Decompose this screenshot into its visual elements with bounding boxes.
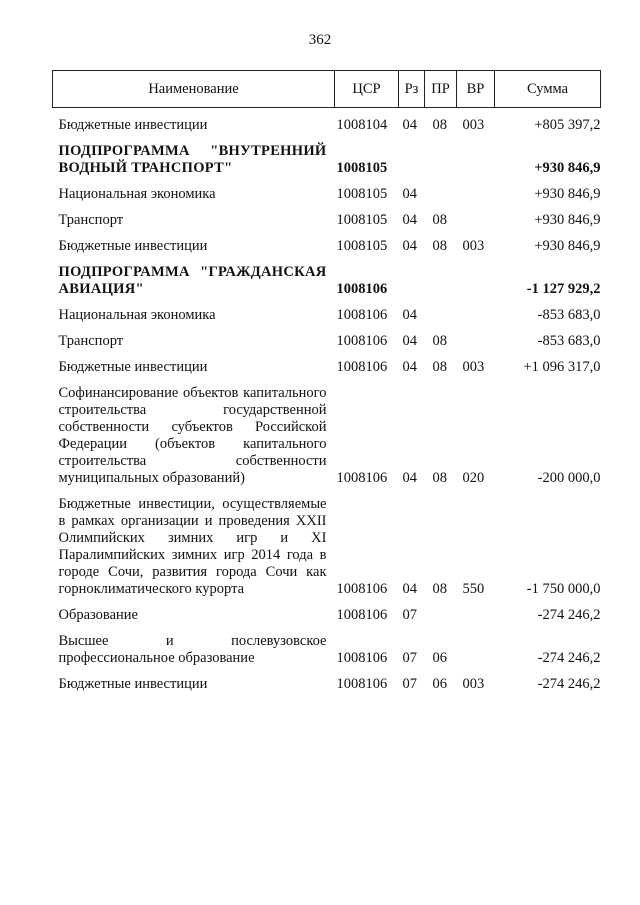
table-row	[53, 487, 601, 598]
row-sum: -853 683,0	[537, 307, 601, 323]
row-sum: -274 246,2	[537, 650, 601, 666]
row-sum: -274 246,2	[537, 607, 601, 623]
header-csr: ЦСР	[335, 71, 399, 108]
row-rz: 04	[402, 470, 417, 486]
row-name: Софинансирование объектов капитального строительства государственной собственности субъектов Российской Федерации (объектов капитального строительства собственности муниципальных образований)	[58, 385, 327, 486]
table-row	[53, 177, 601, 203]
row-pr	[425, 134, 457, 177]
row-name: Бюджетные инвестиции	[58, 676, 208, 692]
row-sum: -200 000,0	[537, 470, 601, 486]
row-rz	[399, 255, 425, 298]
row-csr: 1008106	[336, 607, 388, 623]
row-vr: 020	[462, 470, 485, 486]
table-row	[53, 350, 601, 376]
row-sum: -1 127 929,2	[526, 281, 601, 297]
row-sum: +1 096 317,0	[523, 359, 601, 375]
table-row	[53, 298, 601, 324]
row-pr: 08	[432, 117, 447, 133]
row-csr: 1008106	[336, 676, 388, 692]
table-row	[53, 598, 601, 624]
row-rz: 07	[402, 650, 417, 666]
row-csr: 1008106	[336, 650, 388, 666]
row-pr: 08	[432, 359, 447, 375]
row-pr	[425, 177, 457, 203]
table-row	[53, 229, 601, 255]
table-row	[53, 255, 601, 298]
table-header-row	[53, 71, 601, 108]
table-row	[53, 324, 601, 350]
row-sum: +930 846,9	[534, 186, 601, 202]
table-row	[53, 624, 601, 667]
row-rz: 04	[402, 333, 417, 349]
row-pr: 08	[432, 212, 447, 228]
row-sum: -853 683,0	[537, 333, 601, 349]
row-name: Бюджетные инвестиции	[58, 359, 208, 375]
row-pr: 08	[432, 470, 447, 486]
row-rz: 04	[402, 117, 417, 133]
row-vr	[457, 598, 495, 624]
row-vr: 003	[462, 117, 485, 133]
row-csr: 1008105	[336, 212, 388, 228]
row-rz	[399, 134, 425, 177]
row-pr: 06	[432, 650, 447, 666]
row-pr	[425, 298, 457, 324]
row-rz: 04	[402, 212, 417, 228]
header-sum: Сумма	[495, 71, 601, 108]
row-sum: +930 846,9	[534, 212, 601, 228]
row-name: Национальная экономика	[58, 307, 216, 323]
row-sum: +930 846,9	[534, 238, 601, 254]
row-sum: -274 246,2	[537, 676, 601, 692]
row-csr: 1008104	[336, 117, 388, 133]
row-pr	[425, 598, 457, 624]
page-number: 362	[308, 32, 332, 48]
row-name: ПОДПРОГРАММА "ВНУТРЕННИЙ ВОДНЫЙ ТРАНСПОРТ"	[58, 143, 327, 176]
row-rz: 07	[402, 676, 417, 692]
row-vr	[457, 203, 495, 229]
row-csr: 1008106	[336, 359, 388, 375]
row-pr: 08	[432, 581, 447, 597]
row-rz: 07	[402, 607, 417, 623]
row-name: Бюджетные инвестиции, осуществляемые в рамках организации и проведения XXII Олимпийских зимних игр и XI Паралимпийских зимних игр 2014 года в городе Сочи, развития города Сочи как горноклиматического курорта	[58, 496, 327, 597]
row-sum: -1 750 000,0	[526, 581, 601, 597]
row-sum: +805 397,2	[534, 117, 601, 133]
row-name: Транспорт	[58, 212, 124, 228]
header-pr: ПР	[425, 71, 457, 108]
row-rz: 04	[402, 359, 417, 375]
table-row	[53, 376, 601, 487]
row-rz: 04	[402, 238, 417, 254]
table-row	[53, 667, 601, 693]
row-csr: 1008106	[336, 581, 388, 597]
row-csr: 1008106	[336, 281, 388, 297]
row-vr	[457, 624, 495, 667]
row-name: Высшее и послевузовское профессиональное образование	[58, 633, 327, 666]
row-csr: 1008105	[336, 238, 388, 254]
row-pr: 06	[432, 676, 447, 692]
row-sum: +930 846,9	[534, 160, 601, 176]
table-row	[53, 203, 601, 229]
row-csr: 1008106	[336, 333, 388, 349]
row-vr: 003	[462, 676, 485, 692]
row-vr	[457, 134, 495, 177]
row-vr: 003	[462, 238, 485, 254]
row-rz: 04	[402, 581, 417, 597]
row-name: Транспорт	[58, 333, 124, 349]
row-pr	[425, 255, 457, 298]
row-csr: 1008105	[336, 186, 388, 202]
header-rz: Рз	[399, 71, 425, 108]
header-name: Наименование	[53, 71, 335, 108]
row-vr: 550	[462, 581, 485, 597]
row-name: Образование	[58, 607, 138, 623]
row-csr: 1008105	[336, 160, 388, 176]
table-row	[53, 108, 601, 135]
row-vr: 003	[462, 359, 485, 375]
row-pr: 08	[432, 333, 447, 349]
row-rz: 04	[402, 186, 417, 202]
row-pr: 08	[432, 238, 447, 254]
row-rz: 04	[402, 307, 417, 323]
row-vr	[457, 324, 495, 350]
row-vr	[457, 298, 495, 324]
row-name: Бюджетные инвестиции	[58, 238, 208, 254]
row-name: Национальная экономика	[58, 186, 216, 202]
table-row	[53, 134, 601, 177]
header-vr: ВР	[457, 71, 495, 108]
row-name: ПОДПРОГРАММА "ГРАЖДАНСКАЯ АВИАЦИЯ"	[58, 264, 327, 297]
row-csr: 1008106	[336, 470, 388, 486]
row-csr: 1008106	[336, 307, 388, 323]
row-vr	[457, 255, 495, 298]
row-vr	[457, 177, 495, 203]
row-name: Бюджетные инвестиции	[58, 117, 208, 133]
budget-table	[52, 70, 601, 693]
